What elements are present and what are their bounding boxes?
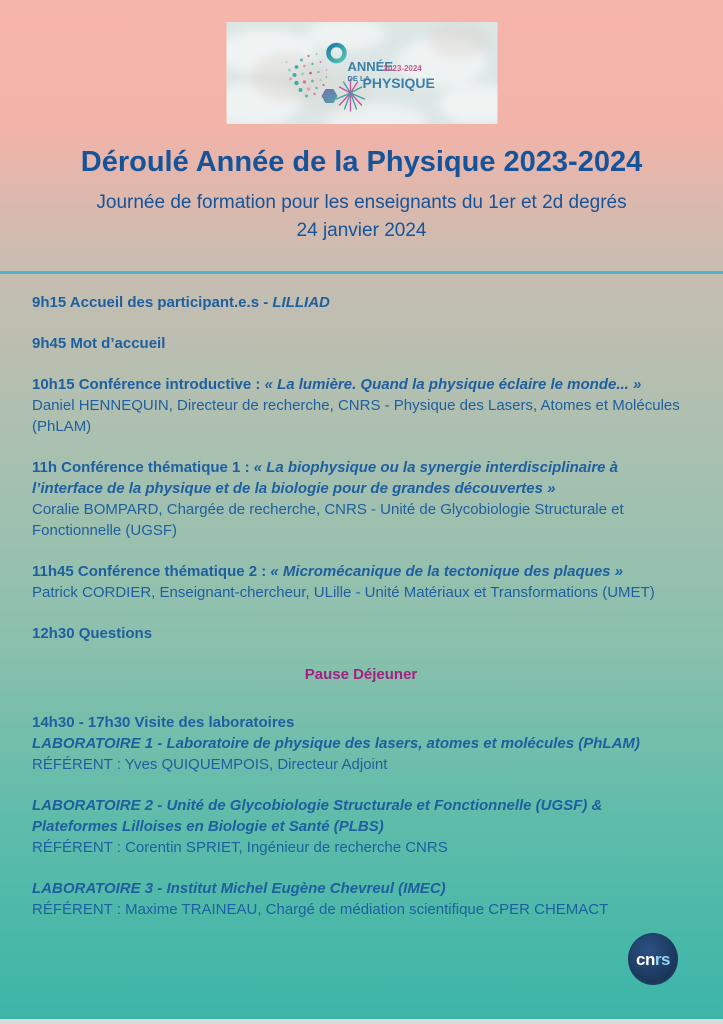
divider-line	[0, 271, 723, 274]
header-banner	[226, 22, 497, 124]
lab-referent: RÉFÉRENT : Yves QUIQUEMPOIS, Directeur Adjoint	[32, 756, 388, 773]
schedule-event-11h45	[32, 561, 690, 603]
page-subtitle	[0, 189, 723, 245]
event-heading: 12h30 Questions	[32, 625, 153, 642]
annee-physique-logo-icon	[226, 22, 497, 124]
lab-referent: RÉFÉRENT : Maxime TRAINEAU, Chargé de médiation scientifique CPER CHEMACT	[32, 901, 609, 918]
event-heading: 10h15 Conférence introductive :	[32, 376, 265, 393]
lab-referent: RÉFÉRENT : Corentin SPRIET, Ingénieur de recherche CNRS	[32, 839, 448, 856]
logo-word-annee: ANNÉE	[347, 59, 393, 74]
schedule-event-9h15	[32, 292, 690, 313]
logo-word-physique: PHYSIQUE	[362, 75, 435, 91]
lab-title: LABORATOIRE 3 - Institut Michel Eugène Chevreul (IMEC)	[32, 880, 446, 897]
page-title: Déroulé Année de la Physique 2023-2024	[80, 146, 643, 178]
schedule-event-12h30	[32, 623, 690, 644]
event-detail: Patrick CORDIER, Enseignant-chercheur, ULille - Unité Matériaux et Transformations (UMET)	[32, 584, 655, 601]
lab-title: LABORATOIRE 2 - Unité de Glycobiologie Structurale et Fonctionnelle (UGSF) & Plateformes Lilloises en Biologie et Santé (PLBS)	[32, 797, 603, 835]
event-heading: 11h45 Conférence thématique 2 :	[32, 563, 271, 580]
event-date: 24 janvier 2024	[296, 220, 427, 241]
page-bottom-edge	[0, 1019, 723, 1024]
subtitle-line: Journée de formation pour les enseignants du 1er et 2d degrés	[96, 192, 627, 213]
lab-title: LABORATOIRE 1 - Laboratoire de physique des lasers, atomes et molécules (PhLAM)	[32, 735, 640, 752]
title-block	[0, 146, 723, 245]
schedule-event-10h15	[32, 374, 690, 437]
logo-word-dela: DE LA	[347, 74, 370, 83]
labs-block-3	[32, 878, 690, 920]
event-heading: 11h Conférence thématique 1 :	[32, 459, 254, 476]
event-heading: 9h45 Mot d’accueil	[32, 335, 166, 352]
logo-years: 2023-2024	[383, 64, 422, 73]
event-detail: Coralie BOMPARD, Chargée de recherche, CNRS - Unité de Glycobiologie Structurale et Fonctionnelle (UGSF)	[32, 501, 624, 539]
event-heading: 9h15 Accueil des participant.e.s -	[32, 294, 273, 311]
event-quote: « La biophysique ou la synergie interdisciplinaire à l’interface de la physique et de la biologie pour de grandes découvertes »	[32, 459, 619, 497]
schedule-event-11h	[32, 457, 690, 541]
cnrs-logo-text: cnrs	[636, 950, 670, 969]
event-quote: LILLIAD	[272, 294, 330, 311]
labs-heading: 14h30 - 17h30 Visite des laboratoires	[32, 714, 295, 731]
cnrs-logo-icon	[626, 932, 680, 986]
event-quote: « Micromécanique de la tectonique des plaques »	[270, 563, 624, 580]
lunch-break-label: Pause Déjeuner	[304, 666, 418, 683]
event-detail: Daniel HENNEQUIN, Directeur de recherche, CNRS - Physique des Lasers, Atomes et Molécules (PhLAM)	[32, 397, 680, 435]
event-quote: « La lumière. Quand la physique éclaire le monde... »	[264, 376, 642, 393]
schedule-content	[32, 292, 690, 940]
schedule-event-9h45	[32, 333, 690, 354]
labs-block-1	[32, 712, 690, 775]
cnrs-logo	[626, 932, 680, 986]
labs-block-2	[32, 795, 690, 858]
